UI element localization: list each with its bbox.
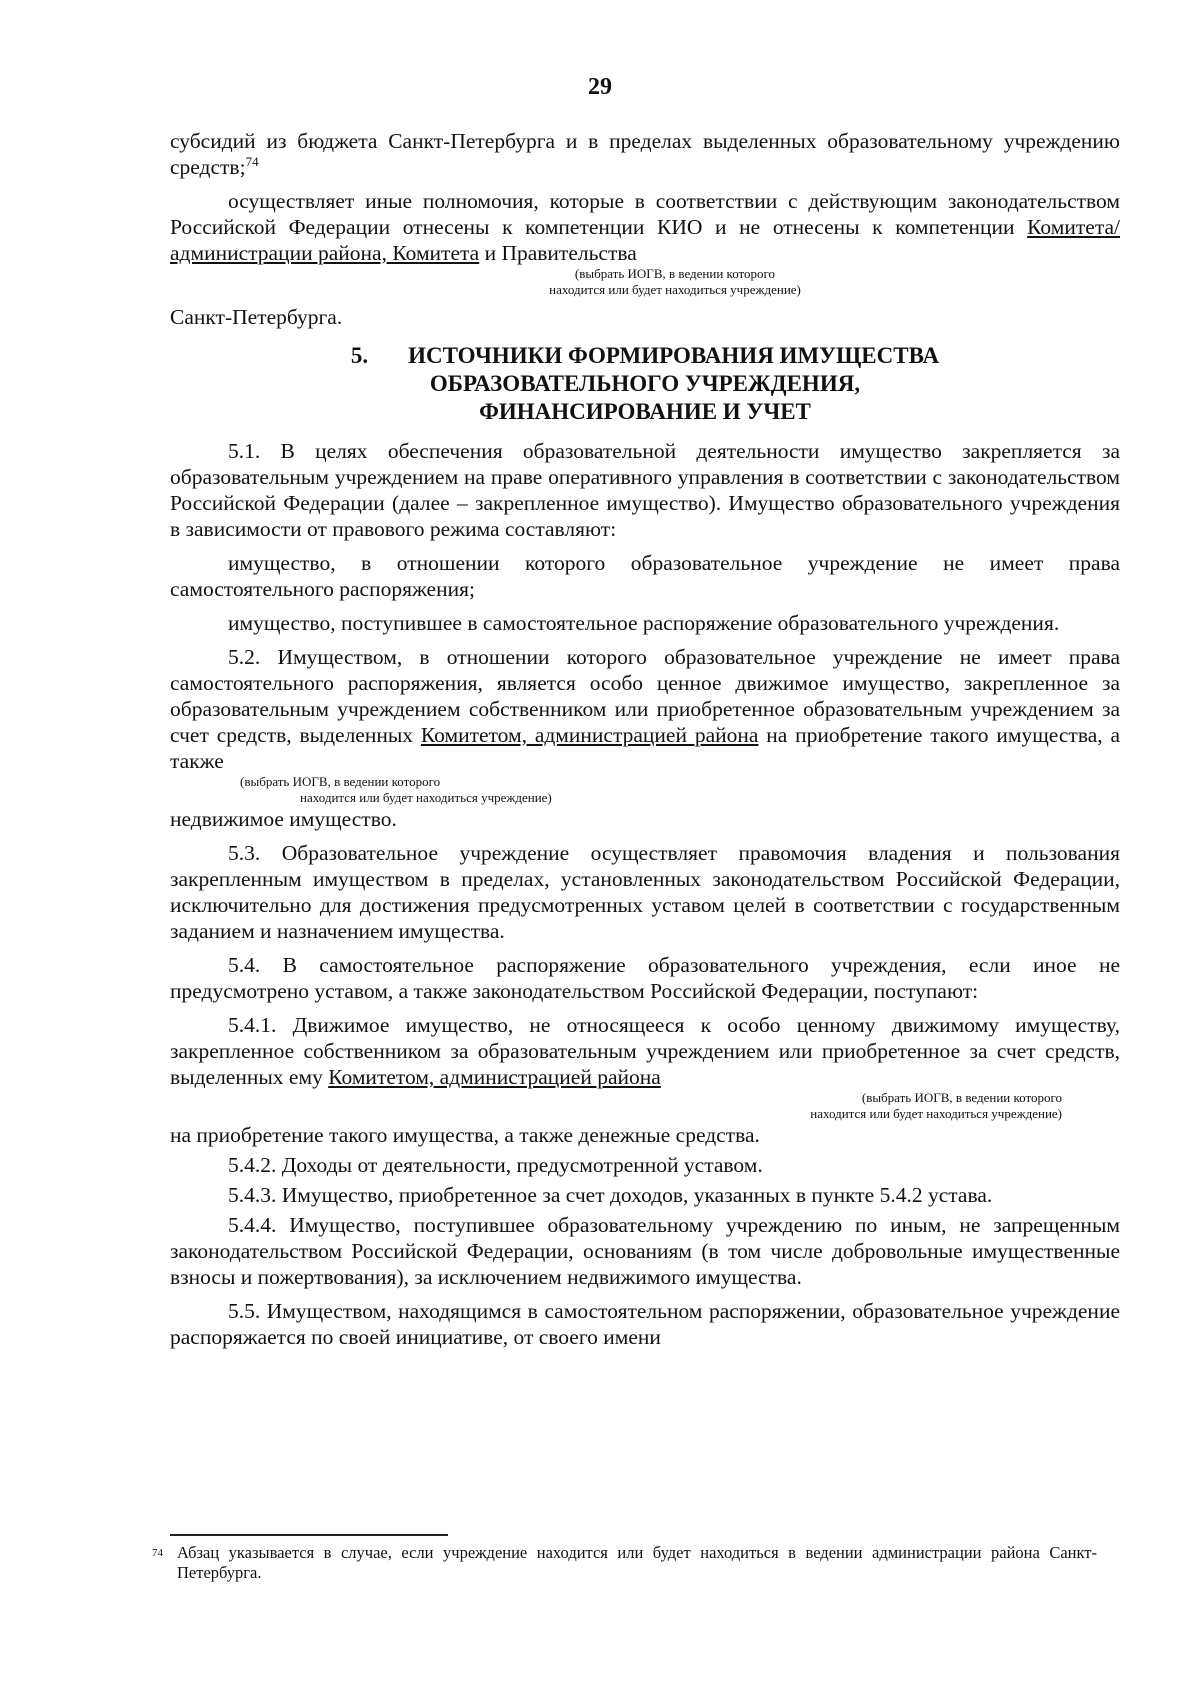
document-body (170, 128, 1120, 1350)
authority-note (170, 266, 1120, 298)
paragraph-5-4-1 (170, 1012, 1120, 1090)
paragraph-text: субсидий из бюджета Санкт-Петербурга и в пределах выделенных образовательному учреждению средств; (170, 129, 1120, 179)
paragraph-text: и Правительства (479, 241, 637, 265)
underlined-authority: Комитета/администрации района, Комитета (170, 215, 1120, 265)
paragraph-5-2 (170, 644, 1120, 774)
note-line: находится или будет находиться учреждение) (810, 1106, 1062, 1121)
note-line: (выбрать ИОГВ, в ведении которого (240, 774, 441, 789)
authority-note (170, 774, 1120, 806)
section-heading (170, 342, 1120, 426)
note-line: (выбрать ИОГВ, в ведении которого (861, 1090, 1062, 1105)
paragraph-5-4-1-end: на приобретение такого имущества, а также денежные средства. (170, 1123, 760, 1147)
section-title-line-3: ФИНАНСИРОВАНИЕ И УЧЕТ (479, 399, 811, 424)
underlined-authority: Комитетом, администрацией района (420, 723, 759, 747)
paragraph-intro-b-end: Санкт-Петербурга. (170, 305, 343, 329)
paragraph-text: осуществляет иные полномочия, которые в соответствии с действующим законодательством Российской Федерации отнесены к компетенции КИО и не отнесены к компетенции (170, 189, 1120, 239)
paragraph-5-3: 5.3. Образовательное учреждение осуществляет правомочия владения и пользования закрепленным имуществом в пределах, установленных законодательством Российской Федерации, исключительно для достижения предусмотренных уставом целей в соответствии с государственным заданием и назначением имущества. (170, 841, 1120, 943)
footnote-separator (170, 1534, 448, 1536)
underlined-authority: Комитетом, администрацией района (328, 1065, 661, 1089)
section-title-line-1: ИСТОЧНИКИ ФОРМИРОВАНИЯ ИМУЩЕСТВА (408, 343, 940, 368)
paragraph-text: 5.4.1. Движимое имущество, не относящееся к особо ценному движимому имуществу, закрепленное собственником за образовательным учреждением или приобретенное за счет средств, выделенных ему (170, 1013, 1120, 1089)
note-line: находится или будет находиться учреждение) (300, 790, 552, 805)
paragraph-5-4-4: 5.4.4. Имущество, поступившее образовательному учреждению по иным, не запрещенным законодательством Российской Федерации, основаниям (в том числе добровольные имущественные взносы и пожертвования), за исключением недвижимого имущества. (170, 1213, 1120, 1289)
paragraph-5-1: 5.1. В целях обеспечения образовательной деятельности имущество закрепляется за образовательным учреждением на праве оперативного управления в соответствии с законодательством Российской Федерации (далее – закрепленное имущество). Имущество образовательного учреждения в зависимости от правового режима составляют: (170, 439, 1120, 541)
paragraph-5-5: 5.5. Имуществом, находящимся в самостоятельном распоряжении, образовательное учреждение распоряжается по своей инициативе, от своего имени (170, 1299, 1120, 1349)
paragraph-5-4-3: 5.4.3. Имущество, приобретенное за счет доходов, указанных в пункте 5.4.2 устава. (228, 1183, 993, 1207)
paragraph-text: 5.2. Имуществом, в отношении которого образовательное учреждение не имеет права самостоятельного распоряжения, является особо ценное движимое имущество, закрепленное за образовательным учреждением собственником или приобретенное образовательным учреждением за счет средств, выделенных (170, 645, 1120, 747)
section-number: 5. (350, 343, 369, 368)
footnote-text: Абзац указывается в случае, если учреждение находится или будет находиться в ведении администрации района Санкт-Петербурга. (177, 1543, 1097, 1582)
paragraph-intro-b (170, 188, 1120, 266)
authority-note (170, 1090, 1120, 1122)
paragraph-5-1-a: имущество, в отношении которого образовательное учреждение не имеет права самостоятельного распоряжения; (170, 551, 1120, 601)
paragraph-5-1-b: имущество, поступившее в самостоятельное распоряжение образовательного учреждения. (228, 611, 1060, 635)
footnote-reference: 74 (245, 153, 259, 169)
paragraph-5-4-2: 5.4.2. Доходы от деятельности, предусмотренной уставом. (228, 1153, 763, 1177)
paragraph-intro-a (170, 128, 1120, 180)
page-number: 29 (588, 74, 612, 100)
paragraph-5-4: 5.4. В самостоятельное распоряжение образовательного учреждения, если иное не предусмотрено уставом, а также законодательством Российской Федерации, поступают: (170, 953, 1120, 1003)
footnote-number: 74 (152, 1547, 163, 1559)
footnote (152, 1543, 1122, 1583)
note-line: находится или будет находиться учреждение) (549, 282, 801, 297)
paragraph-text: на приобретение такого имущества, а также (170, 723, 1120, 773)
section-title-line-2: ОБРАЗОВАТЕЛЬНОГО УЧРЕЖДЕНИЯ, (429, 371, 861, 396)
paragraph-5-2-end: недвижимое имущество. (170, 807, 397, 831)
note-line: (выбрать ИОГВ, в ведении которого (574, 266, 776, 281)
